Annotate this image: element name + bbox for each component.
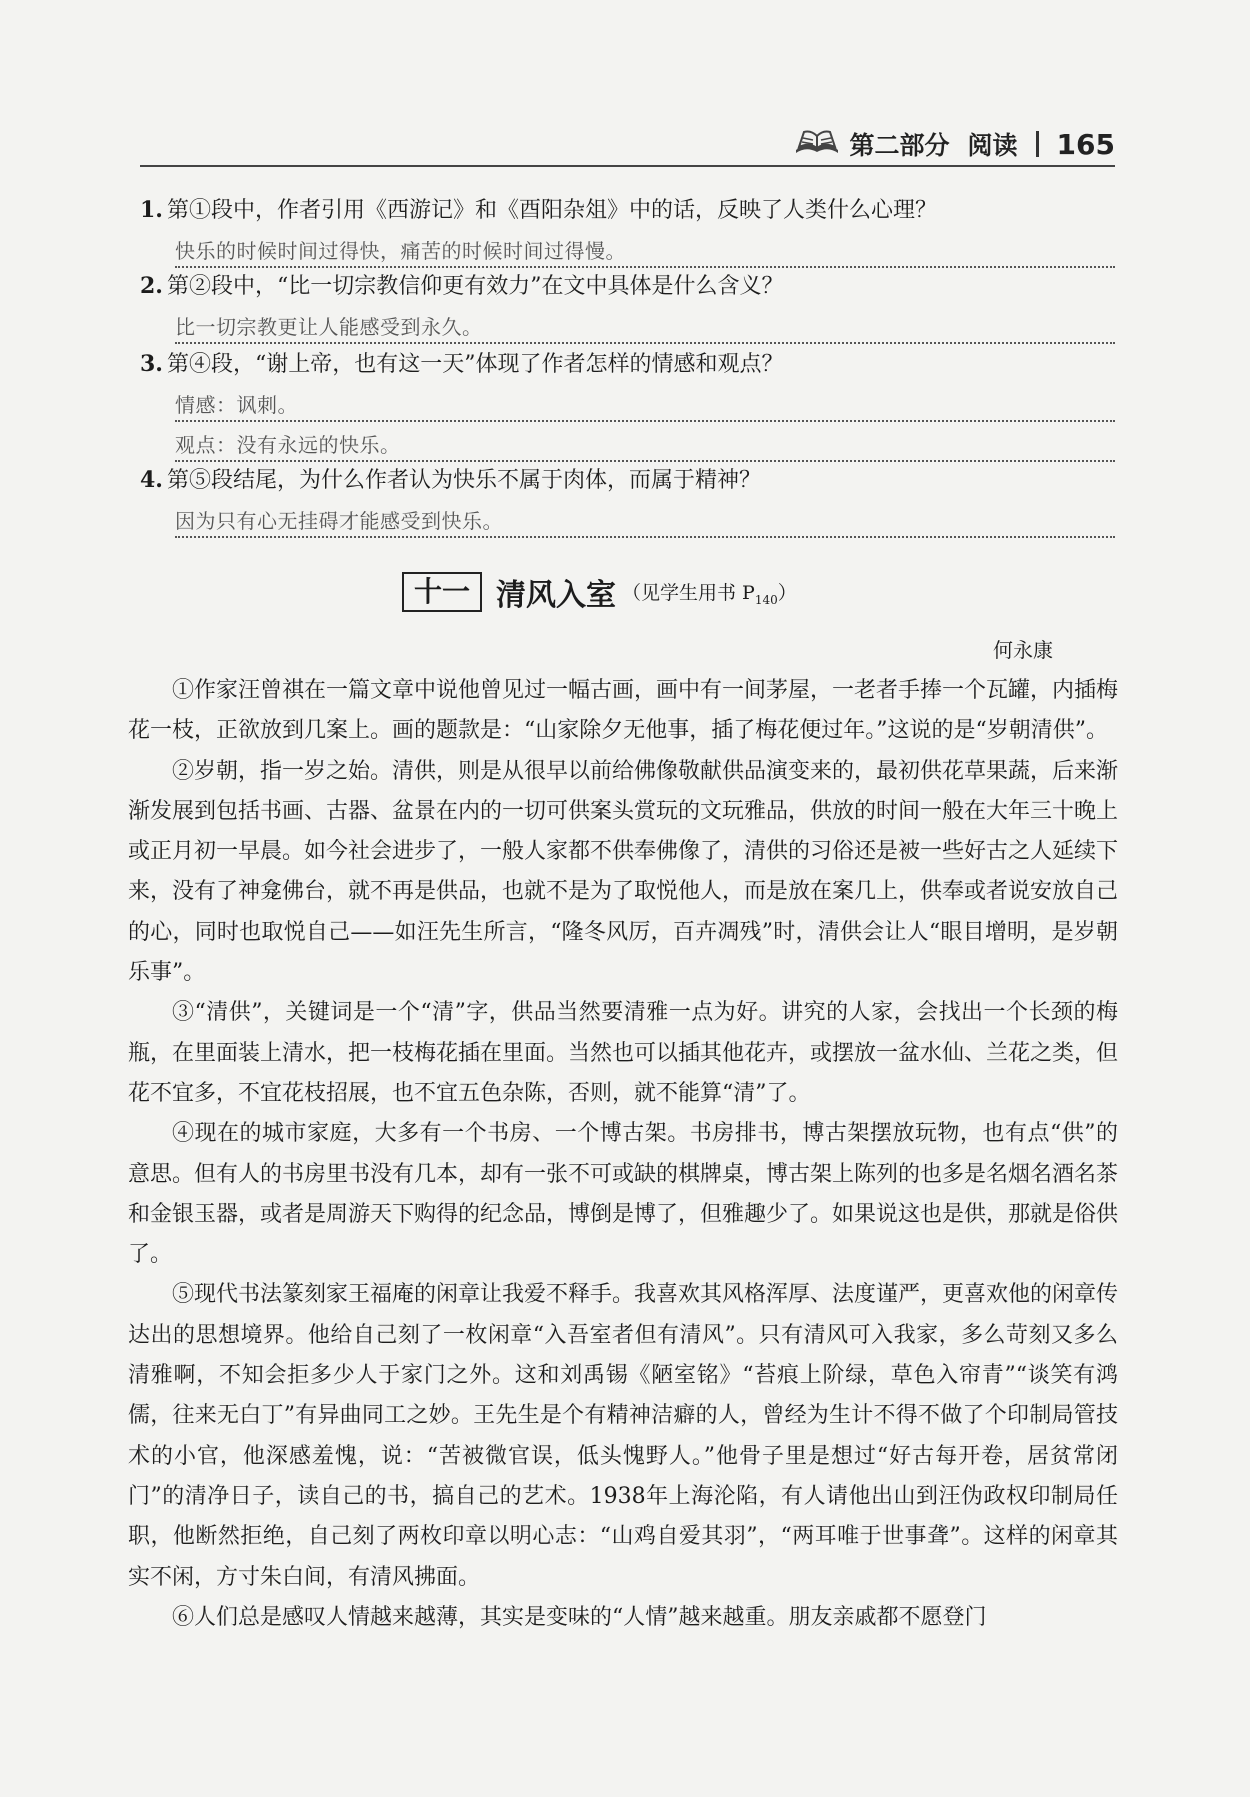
section-title: 清风入室 xyxy=(496,578,617,613)
header-separator xyxy=(1036,131,1039,157)
question-block xyxy=(140,270,1120,344)
question-block xyxy=(140,464,1120,538)
article-body xyxy=(128,671,1118,1638)
question-text: 第④段，“谢上帝，也有这一天”体现了作者怎样的情感和观点？ xyxy=(166,352,784,377)
header-subject: 阅读 xyxy=(967,131,1018,160)
question xyxy=(140,194,1120,228)
answer-text: 比一切宗教更让人能感受到永久。 xyxy=(175,315,483,339)
answer-line xyxy=(175,304,1115,344)
answer-text: 因为只有心无挂碍才能感受到快乐。 xyxy=(175,509,503,533)
question-block xyxy=(140,348,1120,462)
question-text: 第⑤段结尾，为什么作者认为快乐不属于肉体，而属于精神？ xyxy=(166,468,761,493)
author-name: 何永康 xyxy=(993,638,1053,662)
reference-prefix: （见学生用书 P xyxy=(622,581,755,604)
question xyxy=(140,348,1120,382)
question-text: 第①段中，作者引用《西游记》和《酉阳杂俎》中的话，反映了人类什么心理？ xyxy=(166,198,937,223)
section-reference xyxy=(622,578,797,607)
paragraph: ③“清供”，关键词是一个“清”字，供品当然要清雅一点为好。讲究的人家，会找出一个长颈的梅瓶，在里面装上清水，把一枝梅花插在里面。当然也可以插其他花卉，或摆放一盆水仙、兰花之类，但花不宜多，不宜花枝招展，也不宜五色杂陈，否则，就不能算“清”了。 xyxy=(128,1000,1119,1106)
answer-text: 情感：讽刺。 xyxy=(175,393,298,417)
question-number: 4. xyxy=(140,467,163,493)
page-number: 165 xyxy=(1056,127,1115,161)
question-block xyxy=(140,194,1120,268)
answer-line xyxy=(175,382,1115,422)
section-heading xyxy=(402,570,797,614)
header-section: 第二部分 xyxy=(849,131,950,160)
answer-line xyxy=(175,228,1115,268)
answer-text: 快乐的时候时间过得快，痛苦的时候时间过得慢。 xyxy=(175,239,626,263)
paragraph: ⑥人们总是感叹人情越来越薄，其实是变味的“人情”越来越重。朋友亲戚都不愿登门 xyxy=(172,1604,987,1630)
question-text: 第②段中，“比一切宗教信仰更有效力”在文中具体是什么含义？ xyxy=(166,274,784,299)
answer-line xyxy=(175,422,1115,462)
question xyxy=(140,464,1120,498)
paragraph: ②岁朝，指一岁之始。清供，则是从很早以前给佛像敬献供品演变来的，最初供花草果蔬，后来渐渐发展到包括书画、古器、盆景在内的一切可供案头赏玩的文玩雅品，供放的时间一般在大年三十晚上或正月初一早晨。如今社会进步了，一般人家都不供奉佛像了，清供的习俗还是被一些好古之人延续下来，没有了神龛佛台，就不再是供品，也就不是为了取悦他人，而是放在案几上，供奉或者说安放自己的心，同时也取悦自己——如汪先生所言，“隆冬风厉，百卉凋残”时，清供会让人“眼目增明，是岁朝乐事”。 xyxy=(128,758,1119,986)
reference-page: 140 xyxy=(754,592,778,607)
paragraph: ⑤现代书法篆刻家王福庵的闲章让我爱不释手。我喜欢其风格浑厚、法度谨严，更喜欢他的闲章传达出的思想境界。他给自己刻了一枚闲章“入吾室者但有清风”。只有清风可入我家，多么苛刻又多么清雅啊，不知会拒多少人于家门之外。这和刘禹锡《陋室铭》“苔痕上阶绿，草色入帘青”“谈笑有鸿儒，往来无白丁”有异曲同工之妙。王先生是个有精神洁癖的人，曾经为生计不得不做了个印制局管技术的小官，他深感羞愧，说：“苦被微官误，低头愧野人。”他骨子里是想过“好古每开卷，居贫常闭门”的清净日子，读自己的书，搞自己的艺术。1938年上海沦陷，有人请他出山到汪伪政权印制局任职，他断然拒绝，自己刻了两枚印章以明心志：“山鸡自爱其羽”，“两耳唯于世事聋”。这样的闲章其实不闲，方寸朱白间，有清风拂面。 xyxy=(128,1282,1119,1590)
paragraph: ①作家汪曾祺在一篇文章中说他曾见过一幅古画，画中有一间茅屋，一老者手捧一个瓦罐，内插梅花一枝，正欲放到几案上。画的题款是：“山家除夕无他事，插了梅花便过年。”这说的是“岁朝清供”。 xyxy=(128,678,1119,744)
paragraph: ④现在的城市家庭，大多有一个书房、一个博古架。书房排书，博古架摆放玩物，也有点“供”的意思。但有人的书房里书没有几本，却有一张不可或缺的棋牌桌，博古架上陈列的也多是名烟名酒名茶和金银玉器，或者是周游天下购得的纪念品，博倒是博了，但雅趣少了。如果说这也是供，那就是俗供了。 xyxy=(128,1121,1119,1268)
question-number: 3. xyxy=(140,351,163,377)
question-number: 2. xyxy=(140,273,163,299)
answer-line xyxy=(175,498,1115,538)
section-number: 十一 xyxy=(402,572,482,612)
question-number: 1. xyxy=(140,197,163,223)
reference-suffix: ） xyxy=(777,581,797,604)
answer-text: 观点：没有永远的快乐。 xyxy=(175,433,401,457)
book-icon xyxy=(794,128,840,160)
question xyxy=(140,270,1120,304)
header-rule xyxy=(140,165,1115,167)
page-header xyxy=(794,126,1115,162)
